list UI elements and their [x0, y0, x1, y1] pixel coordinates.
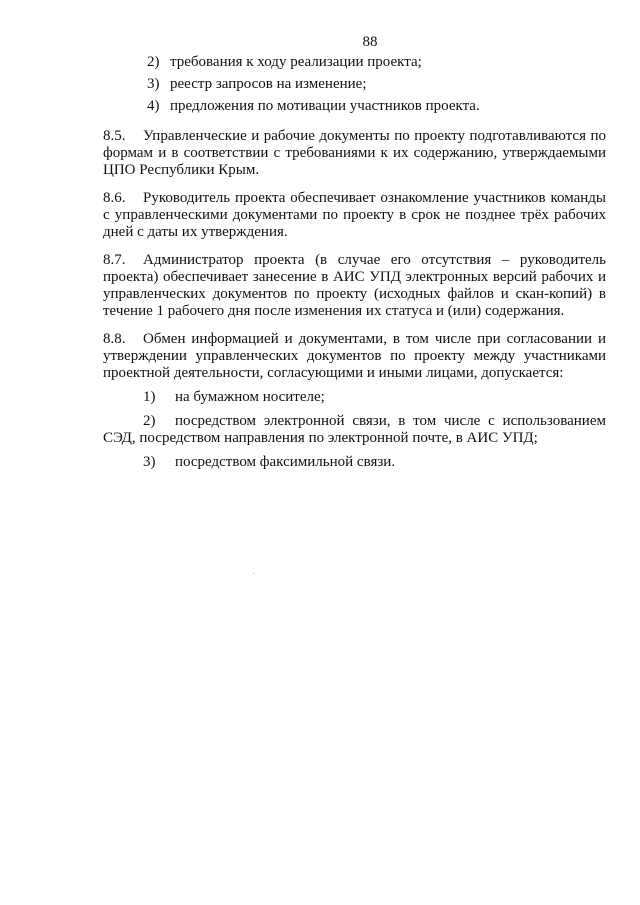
paragraph-text: Администратор проекта (в случае его отсутствия – руководитель проекта) обеспечивает занесение в АИС УПД электронных версий рабочих и управленческих документов по проекту (исходных файлов и скан-копий) в течение 1 рабочего дня после изменения их статуса и (или) содержания. [103, 252, 606, 319]
list-item-text: требования к ходу реализации проекта; [170, 54, 422, 70]
sub-item-number: 1) [143, 389, 156, 405]
list-item-number: 2) [147, 54, 160, 70]
sub-item [103, 454, 606, 471]
list-item-number: 3) [147, 76, 160, 92]
list-item-text: реестр запросов на изменение; [170, 76, 367, 92]
sub-item [103, 413, 606, 447]
sub-item-text: посредством электронной связи, в том числе с использованием СЭД, посредством направления по электронной почте, в АИС УПД; [103, 413, 606, 446]
list-item [103, 73, 606, 95]
sub-item-number: 3) [143, 454, 156, 470]
list-item [103, 51, 606, 73]
list-item [103, 95, 606, 117]
page-number: 88 [362, 34, 378, 50]
paragraph-8-5 [103, 128, 606, 179]
paragraph-number: 8.6. [103, 190, 126, 206]
paragraph-number: 8.7. [103, 252, 126, 268]
sub-item [103, 389, 606, 406]
paragraph-text: Обмен информацией и документами, в том числе при согласовании и утверждении управленческих документов по проекту между участниками проектной деятельности, согласующими и иными лицами, допускается: [103, 331, 606, 381]
paragraph-text: Управленческие и рабочие документы по проекту подготавливаются по формам и в соответствии с требованиями к их содержанию, утверждаемыми ЦПО Республики Крым. [103, 128, 606, 178]
sub-item-text: на бумажном носителе; [175, 389, 325, 405]
page-content [103, 51, 606, 471]
paragraph-8-6 [103, 190, 606, 241]
scan-speck [253, 573, 254, 574]
paragraph-8-8 [103, 331, 606, 382]
list-item-number: 4) [147, 98, 160, 114]
sub-item-text: посредством факсимильной связи. [175, 454, 396, 470]
paragraph-text: Руководитель проекта обеспечивает ознакомление участников команды с управленческими документами по проекту в срок не позднее трёх рабочих дней с даты их утверждения. [103, 190, 606, 240]
paragraph-8-7 [103, 252, 606, 320]
paragraph-number: 8.5. [103, 128, 126, 144]
paragraph-number: 8.8. [103, 331, 126, 347]
sub-item-number: 2) [143, 413, 156, 429]
list-item-text: предложения по мотивации участников проекта. [170, 98, 480, 114]
